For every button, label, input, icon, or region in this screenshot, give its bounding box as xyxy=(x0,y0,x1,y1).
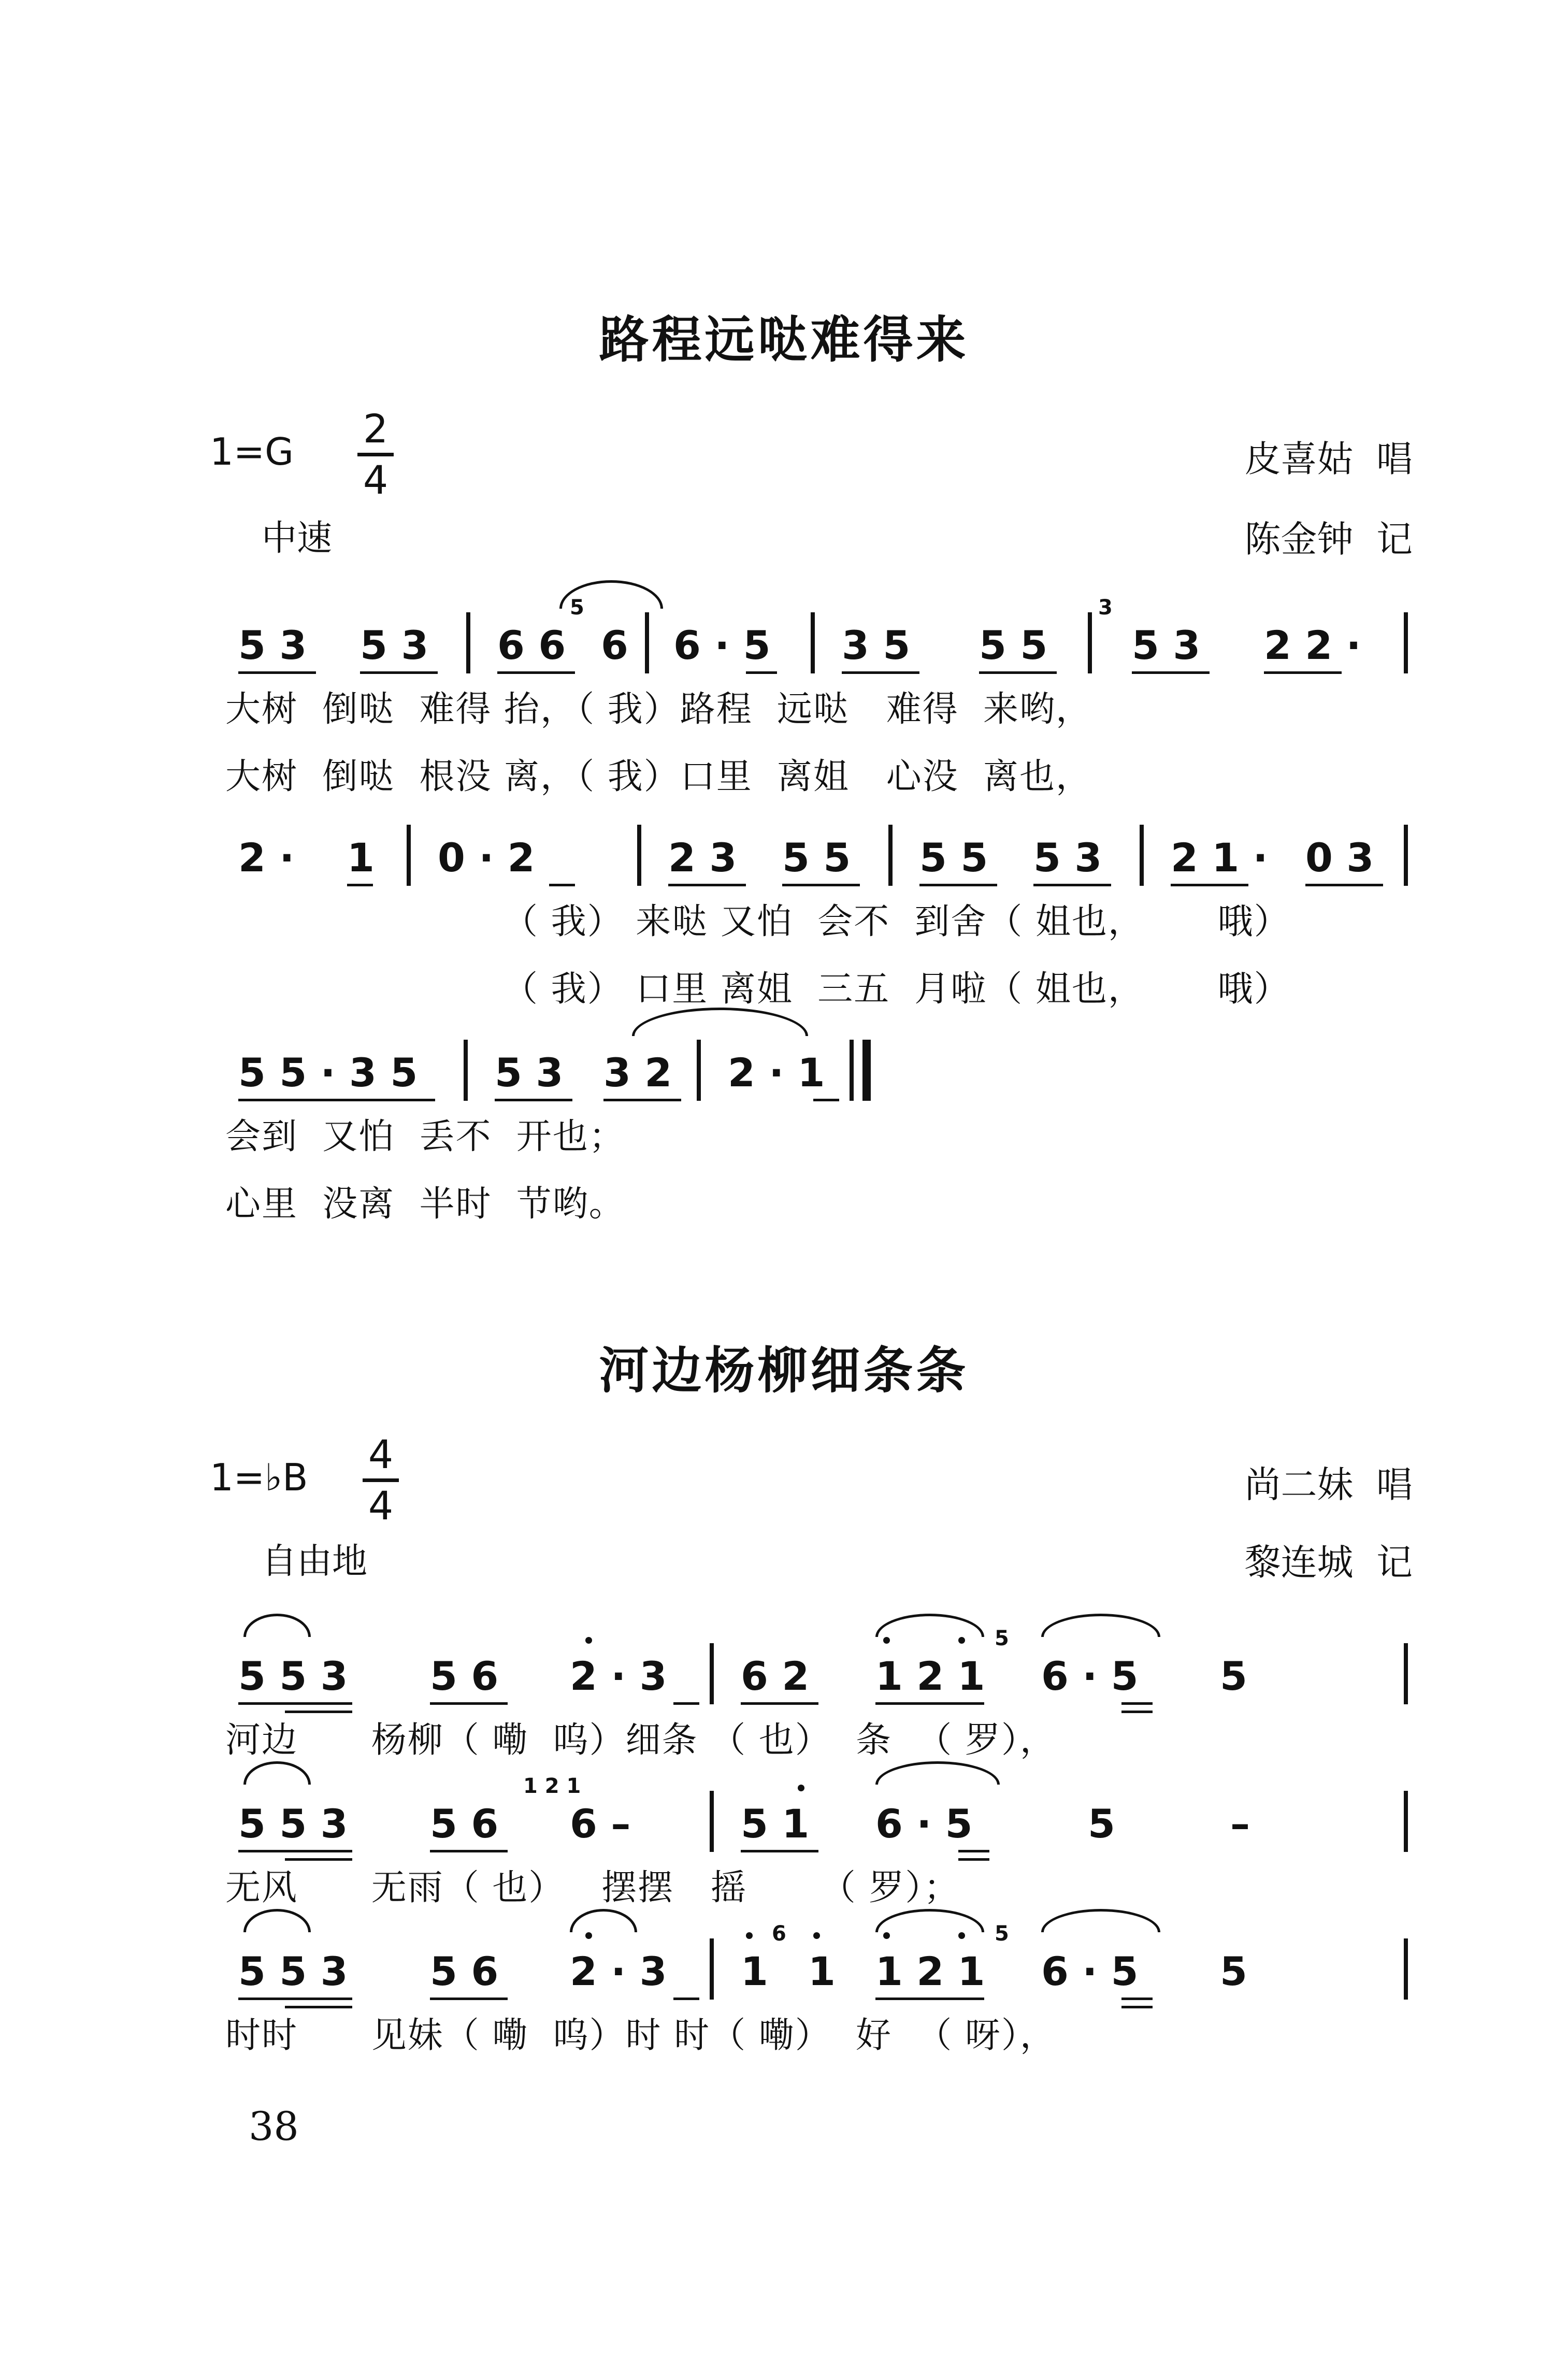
lyric-line: （ 我） 来哒 又怕 会不 到舍（ 姐也， 哦） xyxy=(502,901,1290,942)
note-group: 2 1 · xyxy=(1171,835,1268,881)
song-title: 河边杨柳细条条 xyxy=(599,1342,969,1400)
tempo-marking: 自由地 xyxy=(262,1541,368,1582)
note-group: 5 5 3 xyxy=(238,1653,348,1699)
note-group: 1 2 1 xyxy=(875,1948,985,1994)
note-group: 1 xyxy=(347,835,375,881)
note-group: 5 xyxy=(1088,1801,1115,1847)
note-group: 5 5 · 3 5 xyxy=(238,1050,418,1096)
note-group: 2 · xyxy=(238,835,295,881)
note-group: 5 5 xyxy=(782,835,851,881)
lyric-line: 心里 没离 半时 节哟。 xyxy=(225,1184,625,1225)
note-group: 2 2 · xyxy=(1264,622,1361,668)
note-group: 5 6 xyxy=(430,1653,499,1699)
time-top: 4 xyxy=(368,1431,394,1477)
note-group: 5 1 xyxy=(741,1801,810,1847)
lyric-line: （ 我） 口里 离姐 三五 月啦（ 姐也， 哦） xyxy=(502,969,1290,1010)
lyric-line: 时时 见妹（ 嘞 呜）时 时（ 嘞） 好 （ 呀）， xyxy=(225,2015,1056,2056)
lyric-line: 会到 又怕 丢不 开也； xyxy=(225,1116,625,1157)
grace-note: 1 2 1 xyxy=(523,1774,581,1798)
note-group: 6 · 5 xyxy=(1041,1948,1139,1994)
key-signature: 1=♭B xyxy=(210,1456,308,1499)
note-group: 6 2 xyxy=(741,1653,810,1699)
notation-row xyxy=(228,596,1419,668)
key-signature: 1=G xyxy=(210,430,294,473)
grace-note: 5 xyxy=(995,1922,1009,1946)
grace-note: 6 xyxy=(772,1922,786,1946)
note-group: 2 3 xyxy=(668,835,737,881)
note-group: 5 5 xyxy=(919,835,988,881)
note-group: 5 3 xyxy=(238,622,307,668)
singer-credit: 皮喜姑 唱 xyxy=(1244,438,1413,480)
grace-note: 3 xyxy=(1098,596,1113,620)
time-bottom: 4 xyxy=(368,1483,394,1529)
note-group: 5 5 3 xyxy=(238,1948,348,1994)
grace-note: 5 xyxy=(995,1627,1009,1650)
note-group: 5 6 xyxy=(430,1948,499,1994)
note-group: 6 · 5 xyxy=(1041,1653,1139,1699)
time-top: 2 xyxy=(363,406,389,452)
grace-note: 5 xyxy=(570,596,584,620)
notation-row xyxy=(228,1774,1419,1847)
note-group: – xyxy=(1230,1801,1250,1847)
notation-row xyxy=(228,1039,1419,1096)
note-group: 1 xyxy=(808,1948,836,1994)
note-group: 6 · 5 xyxy=(875,1801,973,1847)
note-group: 5 3 xyxy=(1132,622,1201,668)
recorder-credit: 陈金钟 记 xyxy=(1244,518,1413,561)
note-group: 6 – xyxy=(570,1801,631,1847)
note-group: 6 xyxy=(601,622,628,668)
note-group: 5 xyxy=(1220,1948,1247,1994)
note-group: 5 5 xyxy=(979,622,1048,668)
note-group: 2 · 3 xyxy=(570,1948,667,1994)
page-number: 38 xyxy=(249,2103,299,2149)
notation-row xyxy=(228,1922,1419,1994)
time-signature xyxy=(357,406,394,503)
tempo-marking: 中速 xyxy=(262,518,333,559)
lyric-line: 大树 倒哒 根没 离，（ 我）口里 离姐 心没 离也， xyxy=(225,756,1092,797)
note-group: 3 5 xyxy=(842,622,911,668)
note-group: 1 xyxy=(741,1948,768,1994)
note-group: 5 xyxy=(1220,1653,1247,1699)
note-group: 0 · 2 xyxy=(438,835,535,881)
note-group: 5 3 xyxy=(1033,835,1102,881)
note-group: 5 3 xyxy=(495,1050,564,1096)
lyric-line: 河边 杨柳（ 嘞 呜）细条 （ 也） 条 （ 罗）， xyxy=(225,1720,1056,1761)
note-group: 5 5 3 xyxy=(238,1801,348,1847)
note-group: 0 3 xyxy=(1305,835,1374,881)
lyric-line: 大树 倒哒 难得 抬，（ 我）路程 远哒 难得 来哟， xyxy=(225,689,1092,730)
notation-row xyxy=(228,1627,1419,1699)
note-group: 6 · 5 xyxy=(673,622,771,668)
time-signature xyxy=(363,1431,399,1529)
note-group: 3 2 xyxy=(603,1050,672,1096)
note-group: 2 · 1 xyxy=(728,1050,825,1096)
recorder-credit: 黎连城 记 xyxy=(1244,1541,1413,1584)
time-bottom: 4 xyxy=(363,457,389,503)
note-group: 2 · 3 xyxy=(570,1653,667,1699)
singer-credit: 尚二妹 唱 xyxy=(1244,1463,1413,1506)
lyric-line: 无风 无雨（ 也） 摆摆 摇 （ 罗）； xyxy=(225,1867,960,1908)
note-group: 1 2 1 xyxy=(875,1653,985,1699)
note-group: 5 6 xyxy=(430,1801,499,1847)
note-group: 5 3 xyxy=(360,622,429,668)
notation-row xyxy=(228,824,1419,881)
song-title: 路程远哒难得来 xyxy=(599,311,969,369)
note-group: 6 6 xyxy=(497,622,566,668)
